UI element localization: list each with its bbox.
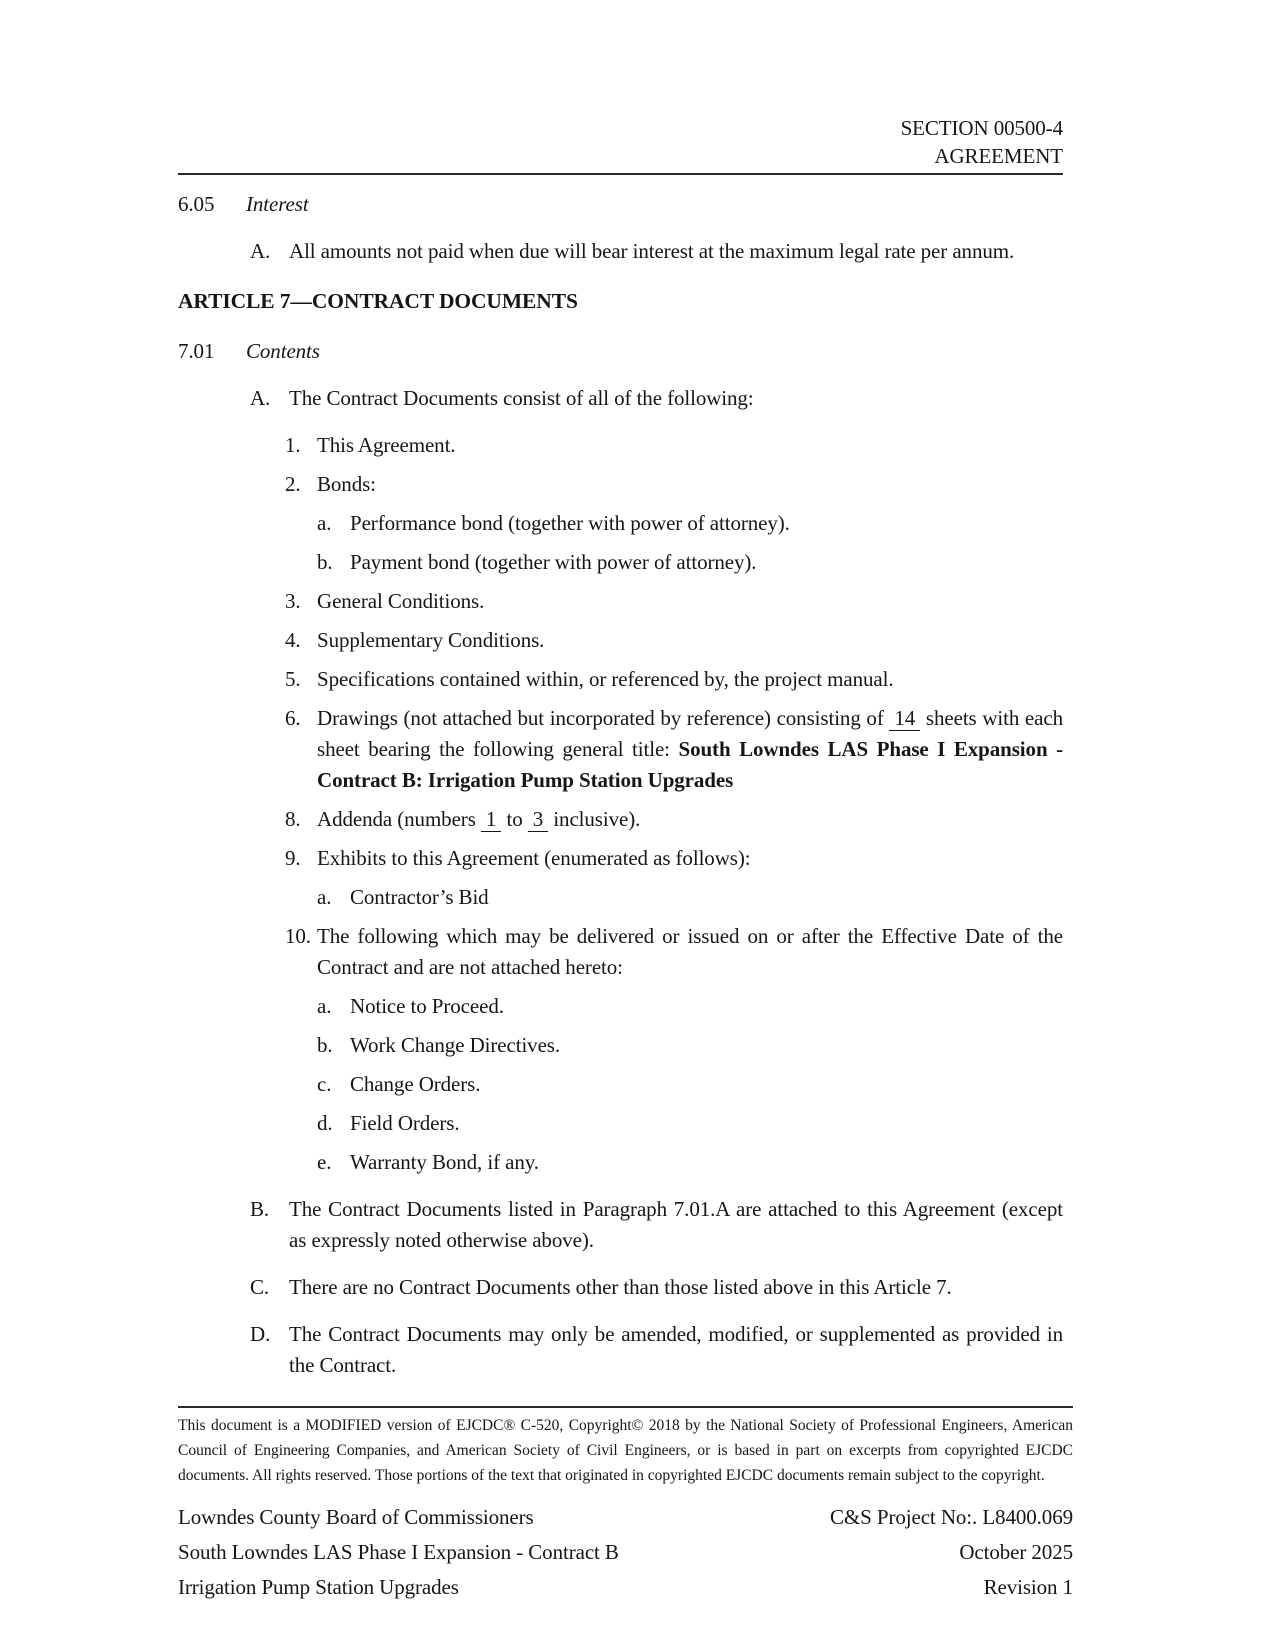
list-item-exhibits <box>178 843 1063 874</box>
list-item-supplementary-conditions <box>178 625 1063 656</box>
paragraph-marker: C. <box>250 1275 270 1299</box>
paragraph-text: The Contract Documents listed in Paragraph 7.01.A are attached to this Agreement (except as expressly noted otherwise above). <box>289 1197 1063 1252</box>
footer-row <box>178 1500 1073 1535</box>
list-text: Notice to Proceed. <box>350 994 504 1018</box>
paragraph-7-01-a <box>178 383 1063 414</box>
footer-row <box>178 1570 1073 1605</box>
list-text: This Agreement. <box>317 433 456 457</box>
list-item-performance-bond <box>178 508 1063 539</box>
list-text: The following which may be delivered or issued on or after the Effective Date of the Contract and are not attached hereto: <box>317 924 1063 979</box>
paragraph-text: The Contract Documents may only be amended, modified, or supplemented as provided in the Contract. <box>289 1322 1063 1377</box>
footer-owner: Lowndes County Board of Commissioners <box>178 1505 534 1529</box>
sheets-count-blank: 14 <box>889 706 920 731</box>
paragraph-text: There are no Contract Documents other than those listed above in this Article 7. <box>289 1275 952 1299</box>
list-text: Warranty Bond, if any. <box>350 1150 539 1174</box>
footer-date: October 2025 <box>959 1540 1073 1564</box>
clause-7-01 <box>178 336 1063 367</box>
addenda-from-blank: 1 <box>481 807 501 832</box>
copyright-footnote: This document is a MODIFIED version of EJCDC® C-520, Copyright© 2018 by the National Society of Professional Engineers, American Council of Engineering Companies, and American Society of Civil Engineers, or is based in part on excerpts from copyrighted EJCDC documents. All rights reserved. Those portions of the text that originated in copyrighted EJCDC documents remain subject to the copyright. <box>178 1417 1073 1484</box>
paragraph-7-01-c <box>178 1272 1063 1303</box>
paragraph-text: The Contract Documents consist of all of the following: <box>289 386 754 410</box>
list-text <box>317 703 1063 796</box>
paragraph-6-05-a <box>178 236 1063 267</box>
list-marker: a. <box>317 994 332 1018</box>
list-item-drawings <box>178 703 1063 796</box>
list-item-payment-bond <box>178 547 1063 578</box>
drawings-text-after: sheets with each sheet bearing the following general title: <box>317 706 1063 761</box>
header-section-number: SECTION 00500-4 <box>900 116 1063 140</box>
header-doc-title: AGREEMENT <box>934 144 1063 168</box>
list-item-contractors-bid <box>178 882 1063 913</box>
paragraph-7-01-b <box>178 1194 1063 1256</box>
list-text: Contractor’s Bid <box>350 885 489 909</box>
paragraph-marker: A. <box>250 239 271 263</box>
clause-number: 6.05 <box>178 192 215 216</box>
list-text: Specifications contained within, or referenced by, the project manual. <box>317 667 894 691</box>
clause-title: Contents <box>246 339 320 363</box>
page-footer <box>178 1500 1073 1605</box>
addenda-to-blank: 3 <box>528 807 548 832</box>
list-text: Bonds: <box>317 472 376 496</box>
list-item-change-orders <box>178 1069 1063 1100</box>
paragraph-marker: D. <box>250 1322 271 1346</box>
list-item-work-change-directives <box>178 1030 1063 1061</box>
list-item-bonds <box>178 469 1063 500</box>
list-marker: 10. <box>285 924 311 948</box>
addenda-text-after: inclusive). <box>548 807 641 831</box>
footer-project-no: C&S Project No:. L8400.069 <box>830 1505 1073 1529</box>
clause-6-05 <box>178 189 1063 220</box>
list-marker: 6. <box>285 706 301 730</box>
clause-number: 7.01 <box>178 339 215 363</box>
list-marker: d. <box>317 1111 333 1135</box>
list-item-addenda <box>178 804 1063 835</box>
list-text: Change Orders. <box>350 1072 481 1096</box>
paragraph-marker: B. <box>250 1197 270 1221</box>
list-marker: 9. <box>285 846 301 870</box>
paragraph-text: All amounts not paid when due will bear interest at the maximum legal rate per annum. <box>289 239 1015 263</box>
article-7-heading: ARTICLE 7—CONTRACT DOCUMENTS <box>178 289 578 313</box>
footer-row <box>178 1535 1073 1570</box>
addenda-text-before: Addenda (numbers <box>317 807 481 831</box>
list-text: Exhibits to this Agreement (enumerated as follows): <box>317 846 751 870</box>
clause-title: Interest <box>246 192 309 216</box>
footer-project-subtitle: Irrigation Pump Station Upgrades <box>178 1575 459 1599</box>
list-text: General Conditions. <box>317 589 485 613</box>
list-marker: b. <box>317 550 333 574</box>
list-text: Payment bond (together with power of attorney). <box>350 550 757 574</box>
paragraph-7-01-d <box>178 1319 1063 1381</box>
footer-project-title: South Lowndes LAS Phase I Expansion - Contract B <box>178 1540 619 1564</box>
list-text: Field Orders. <box>350 1111 460 1135</box>
list-marker: 3. <box>285 589 301 613</box>
list-marker: 8. <box>285 807 301 831</box>
list-marker: c. <box>317 1072 332 1096</box>
list-marker: e. <box>317 1150 332 1174</box>
drawings-text-before: Drawings (not attached but incorporated by reference) consisting of <box>317 706 890 730</box>
list-marker: 4. <box>285 628 301 652</box>
list-item-delivered-after <box>178 921 1063 983</box>
list-item-specifications <box>178 664 1063 695</box>
list-marker: a. <box>317 885 332 909</box>
footnote-rule <box>178 1406 1073 1408</box>
list-item-warranty-bond <box>178 1147 1063 1178</box>
drawings-title-bold: South Lowndes LAS Phase I Expansion - Contract B: Irrigation Pump Station Upgrades <box>317 737 1063 792</box>
list-text <box>317 804 1063 835</box>
list-item-notice-to-proceed <box>178 991 1063 1022</box>
list-text: Work Change Directives. <box>350 1033 561 1057</box>
footer-revision: Revision 1 <box>983 1575 1073 1599</box>
list-text: Performance bond (together with power of attorney). <box>350 511 790 535</box>
header-rule <box>178 173 1063 175</box>
list-item-field-orders <box>178 1108 1063 1139</box>
page-header <box>178 114 1063 170</box>
list-marker: 5. <box>285 667 301 691</box>
list-marker: 1. <box>285 433 301 457</box>
list-marker: 2. <box>285 472 301 496</box>
list-marker: a. <box>317 511 332 535</box>
list-text: Supplementary Conditions. <box>317 628 545 652</box>
list-marker: b. <box>317 1033 333 1057</box>
list-item-general-conditions <box>178 586 1063 617</box>
addenda-text-between: to <box>501 807 528 831</box>
paragraph-marker: A. <box>250 386 271 410</box>
page-bottom <box>178 1406 1073 1605</box>
list-item-agreement <box>178 430 1063 461</box>
